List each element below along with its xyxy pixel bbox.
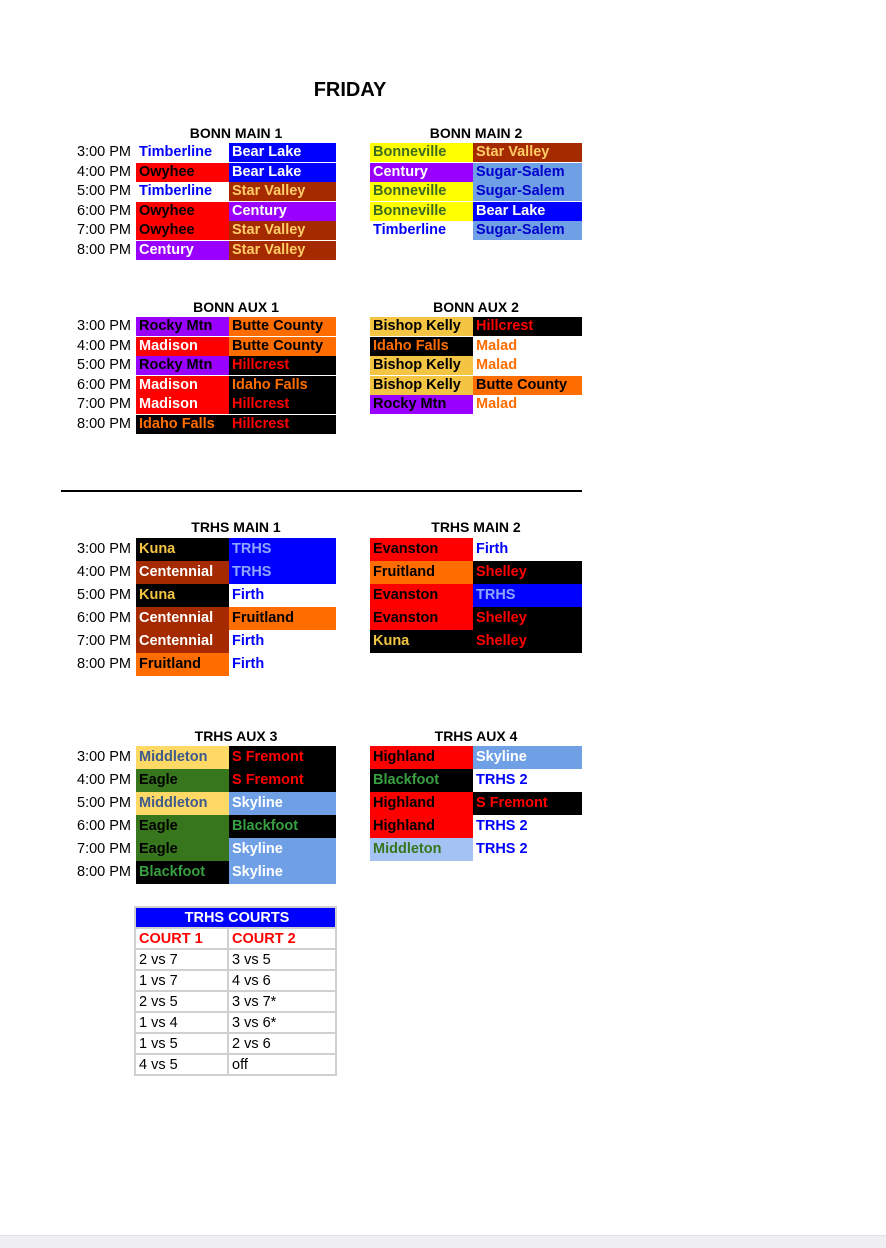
team-cell: Highland	[370, 746, 473, 769]
time-label: 7:00 PM	[77, 841, 131, 857]
team-cell: Madison	[136, 337, 229, 356]
team-cell: Shelley	[473, 607, 582, 630]
time-label: 6:00 PM	[77, 202, 131, 219]
team-cell: TRHS 2	[473, 769, 582, 792]
table-row	[135, 970, 336, 991]
table-row	[135, 1012, 336, 1033]
team-cell: Eagle	[136, 769, 229, 792]
team-cell: Fruitland	[136, 653, 229, 676]
court-1-header: COURT 1	[135, 928, 228, 949]
court-2-matchup: off	[228, 1054, 336, 1075]
team-cell: Madison	[136, 395, 229, 414]
team-cell: Star Valley	[229, 182, 336, 201]
trhs-courts-table	[134, 906, 337, 1076]
trhs-aux-3-title: TRHS AUX 3	[194, 728, 278, 744]
courts-header-row	[135, 907, 336, 928]
team-cell: Century	[370, 163, 473, 182]
time-label: 6:00 PM	[77, 376, 131, 393]
team-cell: Firth	[229, 653, 336, 676]
team-cell: Timberline	[136, 182, 229, 201]
time-label: 4:00 PM	[77, 337, 131, 354]
team-cell: Kuna	[136, 584, 229, 607]
court-1-matchup: 2 vs 5	[135, 991, 228, 1012]
team-cell: TRHS	[229, 561, 336, 584]
court-1-matchup: 1 vs 4	[135, 1012, 228, 1033]
court-1-matchup: 4 vs 5	[135, 1054, 228, 1075]
time-label: 3:00 PM	[77, 144, 131, 160]
time-label: 5:00 PM	[77, 183, 131, 199]
team-cell: Shelley	[473, 630, 582, 653]
team-cell: Highland	[370, 792, 473, 815]
team-cell: Blackfoot	[229, 815, 336, 838]
team-cell: Timberline	[136, 143, 229, 162]
team-cell: Centennial	[136, 630, 229, 653]
team-cell: Madison	[136, 376, 229, 395]
time-label: 5:00 PM	[77, 357, 131, 373]
team-cell: Centennial	[136, 607, 229, 630]
time-label: 3:00 PM	[77, 749, 131, 765]
team-cell: Highland	[370, 815, 473, 838]
team-cell: Firth	[229, 584, 336, 607]
court-2-header: COURT 2	[228, 928, 336, 949]
team-cell: Sugar-Salem	[473, 221, 582, 240]
section-divider	[61, 490, 582, 492]
team-cell: Bonneville	[370, 202, 473, 221]
time-label: 8:00 PM	[77, 864, 131, 880]
team-cell: TRHS	[473, 584, 582, 607]
time-label: 8:00 PM	[77, 415, 131, 432]
time-label: 4:00 PM	[77, 564, 131, 580]
team-cell: Blackfoot	[136, 861, 229, 884]
team-cell: Century	[229, 202, 336, 221]
trhs-main-2-title: TRHS MAIN 2	[431, 519, 521, 535]
team-cell: Bonneville	[370, 182, 473, 201]
team-cell: Shelley	[473, 561, 582, 584]
court-2-matchup: 3 vs 5	[228, 949, 336, 970]
time-label: 6:00 PM	[77, 610, 131, 626]
page-title: FRIDAY	[313, 79, 387, 101]
time-label: 4:00 PM	[77, 163, 131, 180]
court-2-matchup: 3 vs 6*	[228, 1012, 336, 1033]
table-row	[135, 1033, 336, 1054]
team-cell: Bear Lake	[229, 163, 336, 182]
team-cell: Bear Lake	[229, 143, 336, 162]
trhs-aux-4-title: TRHS AUX 4	[434, 728, 518, 744]
team-cell: Rocky Mtn	[136, 356, 229, 375]
team-cell: Butte County	[473, 376, 582, 395]
team-cell: Bishop Kelly	[370, 317, 473, 336]
table-row	[135, 949, 336, 970]
team-cell: Idaho Falls	[136, 415, 229, 434]
team-cell: Evanston	[370, 538, 473, 561]
team-cell: Skyline	[229, 792, 336, 815]
team-cell: Kuna	[370, 630, 473, 653]
team-cell: Butte County	[229, 317, 336, 336]
time-label: 7:00 PM	[77, 396, 131, 412]
team-cell: Malad	[473, 337, 582, 356]
time-label: 8:00 PM	[77, 241, 131, 258]
team-cell: Bonneville	[370, 143, 473, 162]
team-cell: Bear Lake	[473, 202, 582, 221]
team-cell: Butte County	[229, 337, 336, 356]
table-row	[135, 1054, 336, 1075]
team-cell: Sugar-Salem	[473, 163, 582, 182]
team-cell: Fruitland	[229, 607, 336, 630]
team-cell: Idaho Falls	[370, 337, 473, 356]
court-2-matchup: 4 vs 6	[228, 970, 336, 991]
team-cell: Firth	[473, 538, 582, 561]
bonn-aux-2-title: BONN AUX 2	[433, 299, 519, 315]
time-label: 3:00 PM	[77, 318, 131, 334]
court-1-matchup: 1 vs 7	[135, 970, 228, 991]
time-label: 4:00 PM	[77, 772, 131, 788]
bonn-aux-1-title: BONN AUX 1	[193, 299, 279, 315]
team-cell: Bishop Kelly	[370, 356, 473, 375]
team-cell: Star Valley	[229, 221, 336, 240]
team-cell: Eagle	[136, 815, 229, 838]
team-cell: Idaho Falls	[229, 376, 336, 395]
team-cell: Middleton	[136, 746, 229, 769]
courts-title: TRHS COURTS	[135, 907, 336, 928]
team-cell: TRHS 2	[473, 838, 582, 861]
team-cell: Skyline	[473, 746, 582, 769]
time-label: 8:00 PM	[77, 656, 131, 672]
team-cell: Hillcrest	[473, 317, 582, 336]
team-cell: Hillcrest	[229, 395, 336, 414]
team-cell: Bishop Kelly	[370, 376, 473, 395]
courts-column-header-row	[135, 928, 336, 949]
team-cell: Owyhee	[136, 202, 229, 221]
team-cell: Owyhee	[136, 221, 229, 240]
court-2-matchup: 2 vs 6	[228, 1033, 336, 1054]
team-cell: Middleton	[136, 792, 229, 815]
team-cell: Evanston	[370, 584, 473, 607]
court-2-matchup: 3 vs 7*	[228, 991, 336, 1012]
team-cell: S Fremont	[229, 769, 336, 792]
team-cell: Skyline	[229, 861, 336, 884]
team-cell: Century	[136, 241, 229, 260]
team-cell: Kuna	[136, 538, 229, 561]
team-cell: Centennial	[136, 561, 229, 584]
time-label: 7:00 PM	[77, 222, 131, 238]
team-cell: Evanston	[370, 607, 473, 630]
team-cell: S Fremont	[473, 792, 582, 815]
team-cell: Fruitland	[370, 561, 473, 584]
team-cell: Eagle	[136, 838, 229, 861]
table-row	[135, 991, 336, 1012]
team-cell: Hillcrest	[229, 415, 336, 434]
team-cell: Sugar-Salem	[473, 182, 582, 201]
team-cell: Hillcrest	[229, 356, 336, 375]
team-cell: Malad	[473, 395, 582, 414]
team-cell: Malad	[473, 356, 582, 375]
team-cell: Owyhee	[136, 163, 229, 182]
team-cell: Firth	[229, 630, 336, 653]
team-cell: Rocky Mtn	[136, 317, 229, 336]
court-1-matchup: 2 vs 7	[135, 949, 228, 970]
time-label: 6:00 PM	[77, 818, 131, 834]
bonn-main-1-title: BONN MAIN 1	[189, 125, 283, 141]
bonn-main-2-title: BONN MAIN 2	[429, 125, 523, 141]
team-cell: Skyline	[229, 838, 336, 861]
team-cell: Rocky Mtn	[370, 395, 473, 414]
team-cell: Star Valley	[473, 143, 582, 162]
team-cell: TRHS 2	[473, 815, 582, 838]
time-label: 5:00 PM	[77, 795, 131, 811]
team-cell: Star Valley	[229, 241, 336, 260]
time-label: 7:00 PM	[77, 633, 131, 649]
court-1-matchup: 1 vs 5	[135, 1033, 228, 1054]
team-cell: Middleton	[370, 838, 473, 861]
time-label: 3:00 PM	[77, 541, 131, 557]
viewer-bottom-bar	[0, 1235, 886, 1248]
trhs-main-1-title: TRHS MAIN 1	[191, 519, 281, 535]
team-cell: Timberline	[370, 221, 473, 240]
team-cell: Blackfoot	[370, 769, 473, 792]
team-cell: TRHS	[229, 538, 336, 561]
team-cell: S Fremont	[229, 746, 336, 769]
time-label: 5:00 PM	[77, 587, 131, 603]
